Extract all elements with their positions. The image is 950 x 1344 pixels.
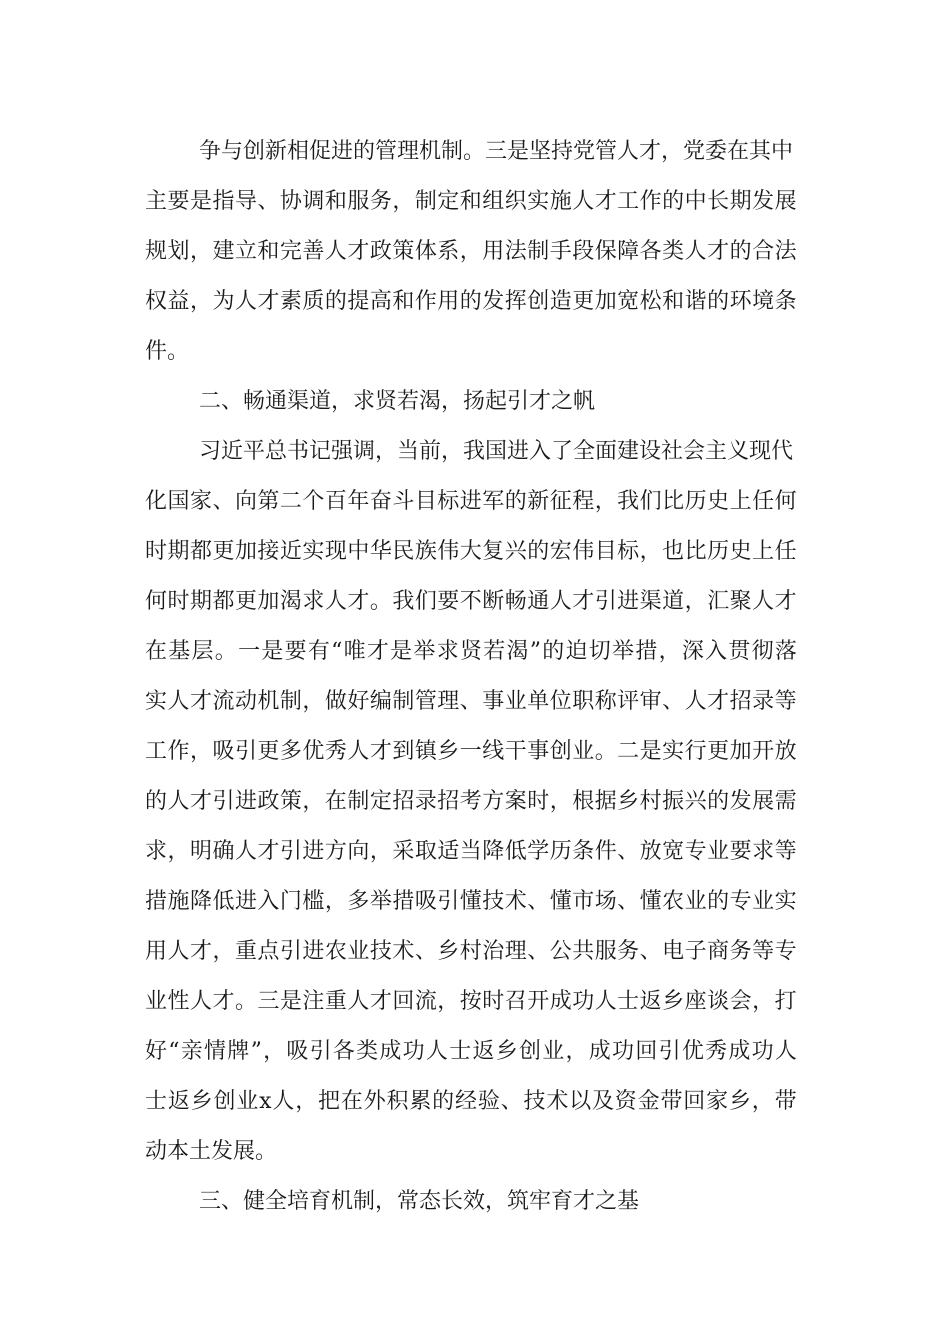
paragraph-line: 化 国 家 、 向 第 二 个 百 年 奋 斗 目 标 进 军 的 新 征 程 ， 我 们 比 历 史 上 任 何 (145, 489, 797, 514)
paragraph-line: 的 人 才 引 进 政 策 ， 在 制 定 招 录 招 考 方 案 时 ， 根 据 乡 村 振 兴 的 发 展 需 (145, 789, 797, 814)
paragraph-line: 习近平总书记强调，当前，我国进入了全面建设社会主义现代 (199, 439, 794, 464)
paragraph-line: 求 ， 明 确 人 才 引 进 方 向 ， 采 取 适 当 降 低 学 历 条 件 、 放 宽 专 业 要 求 等 (145, 839, 797, 864)
paragraph-line: 主 要 是 指 导 、 协 调 和 服 务 ， 制 定 和 组 织 实 施 人 才 工 作 的 中 长 期 发 展 (145, 189, 797, 214)
paragraph-line: 业 性 人 才 。 三 是 注 重 人 才 回 流 ， 按 时 召 开 成 功 人 士 返 乡 座 谈 会 ， 打 (145, 989, 797, 1014)
paragraph-line: 争与创新相促进的管理机制。三是坚持党管人才，党委在其中 (199, 139, 794, 164)
paragraph-line: 工 作 ， 吸 引 更 多 优 秀 人 才 到 镇 乡 一 线 干 事 创 业 。 二 是 实 行 更 加 开 放 (145, 739, 797, 764)
section-heading: 三、健全培育机制，常态长效，筑牢育才之基 (199, 1189, 640, 1214)
paragraph-line: 好 “ 亲 情 牌 ” ， 吸 引 各 类 成 功 人 士 返 乡 创 业 ， 成 功 回 引 优 秀 成 功 人 (145, 1039, 797, 1064)
paragraph-line: 件。 (145, 339, 190, 364)
paragraph-line: 实 人 才 流 动 机 制 ， 做 好 编 制 管 理 、 事 业 单 位 职 称 评 审 、 人 才 招 录 等 (145, 689, 797, 714)
paragraph-line: 士 返 乡 创 业 x 人 ， 把 在 外 积 累 的 经 验 、 技 术 以 及 资 金 带 回 家 乡 ， 带 (145, 1089, 797, 1114)
paragraph-line: 措 施 降 低 进 入 门 槛 ， 多 举 措 吸 引 懂 技 术 、 懂 市 场 、 懂 农 业 的 专 业 实 (145, 889, 797, 914)
paragraph-line: 权 益 ， 为 人 才 素 质 的 提 高 和 作 用 的 发 挥 创 造 更 加 宽 松 和 谐 的 环 境 条 (145, 289, 797, 314)
paragraph-line: 动本土发展。 (145, 1139, 278, 1164)
paragraph-line: 在 基 层 。 一 是 要 有 “ 唯 才 是 举 求 贤 若 渴 ” 的 迫 切 举 措 ， 深 入 贯 彻 落 (145, 639, 797, 664)
paragraph-line: 何 时 期 都 更 加 渴 求 人 才 。 我 们 要 不 断 畅 通 人 才 引 进 渠 道 ， 汇 聚 人 才 (145, 589, 797, 614)
paragraph-line: 用 人 才 ， 重 点 引 进 农 业 技 术 、 乡 村 治 理 、 公 共 服 务 、 电 子 商 务 等 专 (145, 939, 797, 964)
paragraph-line: 规 划 ， 建 立 和 完 善 人 才 政 策 体 系 ， 用 法 制 手 段 保 障 各 类 人 才 的 合 法 (145, 239, 797, 264)
section-heading: 二、畅通渠道，求贤若渴，扬起引才之帆 (199, 389, 596, 414)
paragraph-line: 时 期 都 更 加 接 近 实 现 中 华 民 族 伟 大 复 兴 的 宏 伟 目 标 ， 也 比 历 史 上 任 (145, 539, 797, 564)
